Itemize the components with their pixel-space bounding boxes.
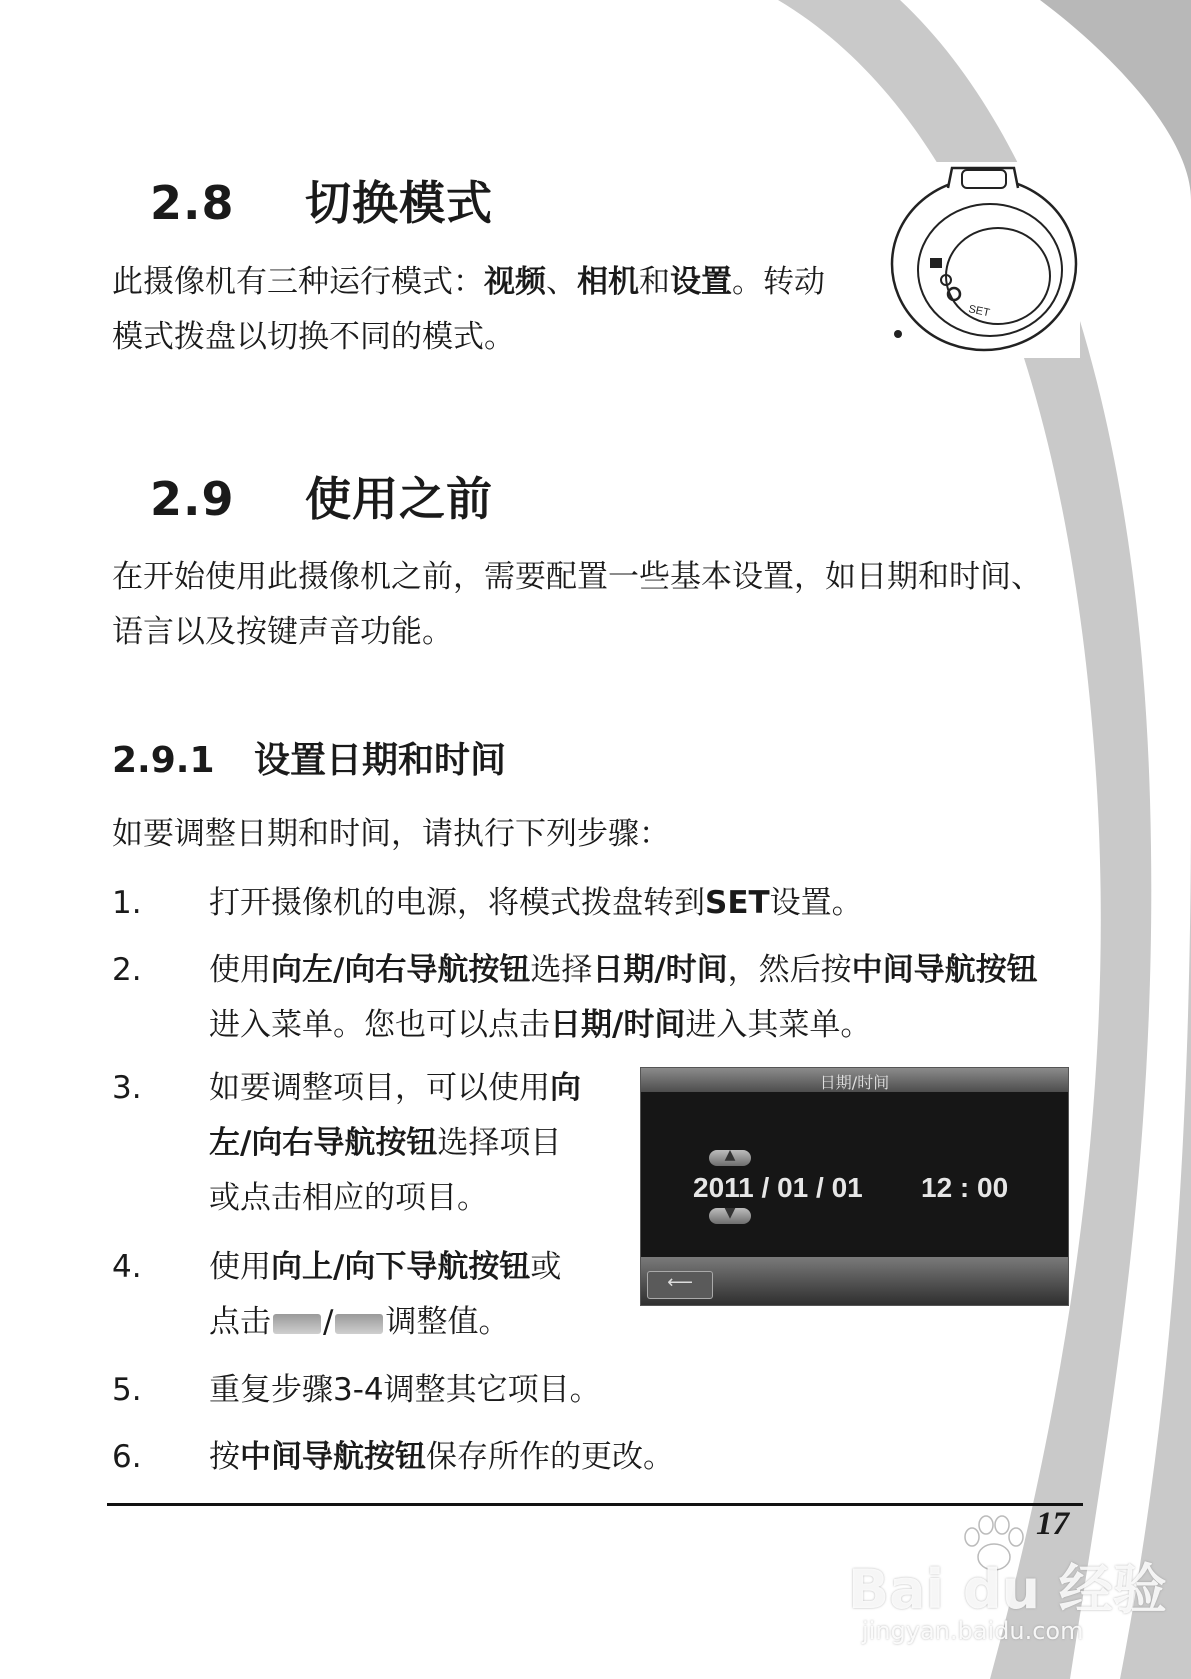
subsection-title: 设置日期和时间 [254, 740, 507, 781]
up-arrow-icon: ▲ [709, 1150, 751, 1166]
watermark-logo: Bai du 经验 [848, 1558, 1167, 1621]
section-number: 2.8 [150, 176, 235, 230]
mode-dial-icon [886, 162, 1080, 358]
section-number: 2.9 [150, 472, 235, 526]
screen-title-bar [641, 1068, 1068, 1092]
screen-title: 日期/时间 [819, 1073, 890, 1092]
down-button-icon [335, 1314, 383, 1334]
baidu-watermark [840, 1505, 1167, 1655]
page-number: 17 [1036, 1506, 1069, 1542]
date-time-screen [640, 1067, 1069, 1306]
subsection-number: 2.9.1 [112, 740, 215, 781]
back-icon: ⟵ [647, 1271, 713, 1299]
section-title: 切换模式 [305, 176, 493, 230]
watermark-site: jingyan.baidu.com [862, 1617, 1084, 1645]
intro-paragraph-2-9: 在开始使用此摄像机之前，需要配置一些基本设置，如日期和时间、 语言以及按键声音功能。 [112, 559, 1042, 650]
intro-paragraph-2-8: 此摄像机有三种运行模式：视频、相机和设置。转动 模式拨盘以切换不同的模式。 [112, 264, 825, 355]
time-value: 12 : 00 [921, 1172, 1009, 1203]
document-page: 2.8 切换模式 此摄像机有三种运行模式：视频、相机和设置。转动 模式拨盘以切换不同的模式。 SET 2.9 使用之前 在开始使用此摄像机之前，需要配置一些基本设置，如日期和时间、 语言以及按键声音功能。 2.9.1 设置日期和时间 如要调整日期和时间，请执行下列步骤： 1. 打开摄像机的电源，将模式拨盘转到SET设置。 2. 使用向左/向右导航按钮选择日期/时间，然后按中间导航按钮 进入菜单。您也可以点击日期/时间进入其菜单。 3. 如要调整项目，可以使用向 左/向右导航按钮选择项目 或点击相应的项目。 4. 使用向上/向下导航按钮或 点击 / 调整值。 5. 重复步骤3-4调整其它项目。 6. 按中间导航按钮保存所作的更改。 日期/时间 ▲ 2011 / 01 / 01 12 : 00 ▼ ⟵ 17 Bai du 经验 jingyan.baidu.com [0, 0, 1191, 1679]
steps-lead: 如要调整日期和时间，请执行下列步骤： [112, 816, 670, 852]
svg-text:SET: SET [967, 303, 991, 320]
screen-bottom-bar [641, 1257, 1068, 1305]
down-arrow-icon: ▼ [709, 1208, 751, 1224]
section-title: 使用之前 [305, 472, 493, 526]
up-button-icon [273, 1314, 321, 1334]
date-value: 2011 / 01 / 01 [693, 1172, 863, 1203]
